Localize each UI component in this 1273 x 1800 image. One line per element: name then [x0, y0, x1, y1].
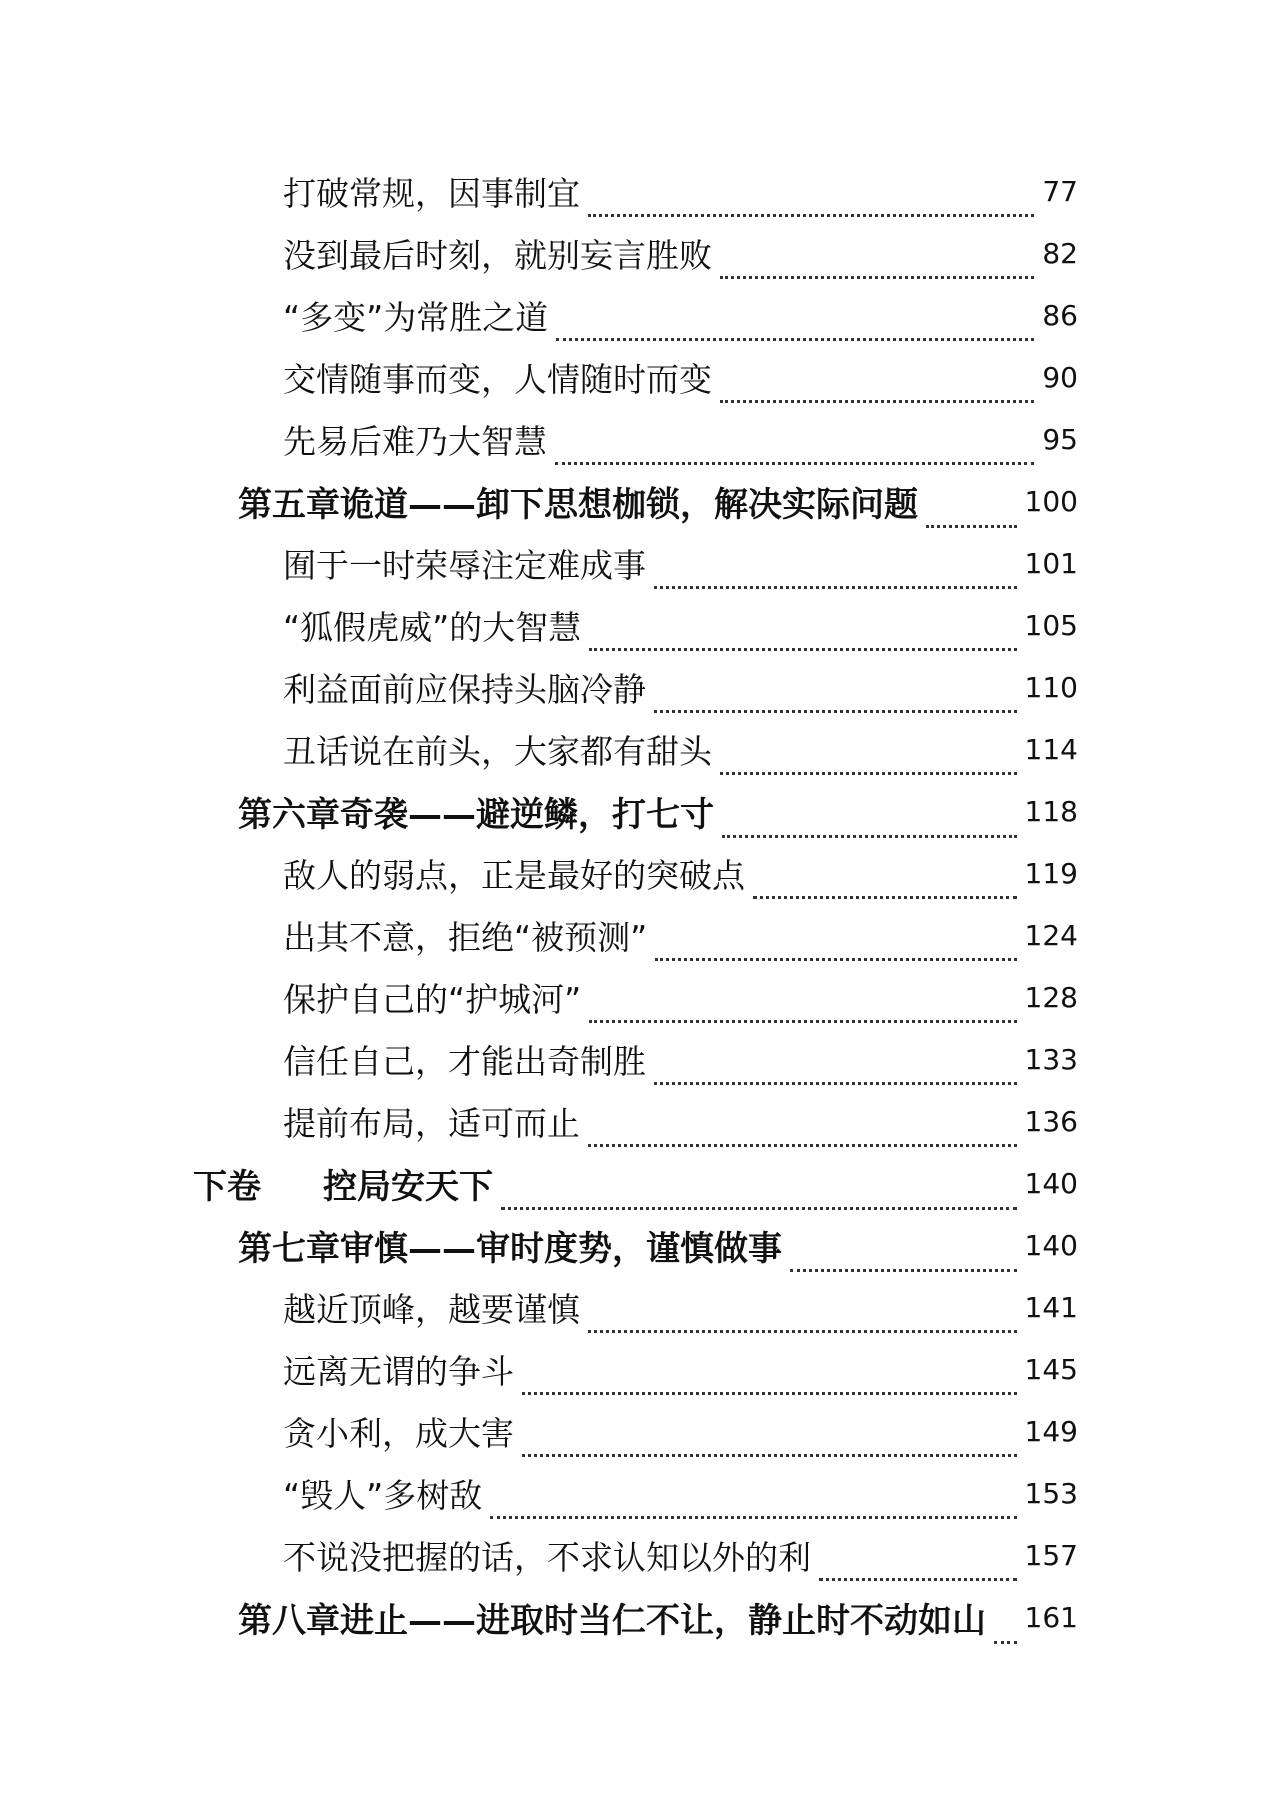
toc-entry-page: 133: [1024, 1042, 1078, 1076]
toc-entry-title: 信任自己，才能出奇制胜: [283, 1041, 646, 1081]
toc-entry-page: 77: [1042, 174, 1078, 208]
toc-entry-title: 没到最后时刻，就别妄言胜败: [283, 235, 712, 275]
toc-entry[interactable]: [0, 346, 1273, 408]
toc-entry[interactable]: [0, 160, 1273, 222]
toc-entry[interactable]: [0, 532, 1273, 594]
toc-volume-name: 控局安天下: [323, 1166, 493, 1207]
toc-entry[interactable]: [0, 718, 1273, 780]
toc-entry[interactable]: [0, 408, 1273, 470]
dot-leader: [720, 367, 1034, 403]
toc-entry-title: 打破常规，因事制宜: [283, 173, 580, 213]
dot-leader: [926, 491, 1017, 528]
toc-entry-page: 124: [1024, 918, 1078, 952]
dot-leader: [588, 181, 1034, 217]
toc-entry-title: 保护自己的“护城河”: [283, 979, 582, 1019]
toc-entry-page: 119: [1024, 856, 1078, 890]
toc-entry-page: 153: [1024, 1476, 1078, 1510]
toc-entry[interactable]: [0, 1524, 1273, 1586]
toc-entry-page: 149: [1024, 1414, 1078, 1448]
toc-entry-page: 95: [1042, 422, 1078, 456]
toc-entry[interactable]: [0, 284, 1273, 346]
toc-chapter-title: 第五章诡道——卸下思想枷锁，解决实际问题: [238, 484, 918, 525]
toc-entry[interactable]: [0, 1028, 1273, 1090]
toc-entry-title: “多变”为常胜之道: [283, 297, 549, 337]
toc-entry-page: 114: [1024, 732, 1078, 766]
dot-leader: [588, 1111, 1017, 1147]
dot-leader: [654, 553, 1017, 589]
dot-leader: [655, 925, 1016, 961]
dot-leader: [720, 739, 1017, 775]
toc-entry[interactable]: [0, 842, 1273, 904]
toc-entry-title: 先易后难乃大智慧: [283, 421, 547, 461]
table-of-contents: [0, 160, 1273, 1648]
toc-entry[interactable]: [0, 966, 1273, 1028]
dot-leader: [501, 1173, 1017, 1210]
dot-leader: [522, 1359, 1017, 1395]
dot-leader: [753, 863, 1017, 899]
dot-leader: [522, 1421, 1017, 1457]
toc-entry-title: 利益面前应保持头脑冷静: [283, 669, 646, 709]
toc-entry-title: 贪小利，成大害: [283, 1413, 514, 1453]
toc-chapter-entry[interactable]: [0, 470, 1273, 532]
dot-leader: [654, 1049, 1017, 1085]
toc-entry-page: 100: [1024, 484, 1078, 518]
toc-entry-page: 86: [1042, 298, 1078, 332]
toc-entry[interactable]: [0, 222, 1273, 284]
toc-entry-title: 提前布局，适可而止: [283, 1103, 580, 1143]
dot-leader: [994, 1607, 1017, 1644]
toc-entry-title: 交情随事而变，人情随时而变: [283, 359, 712, 399]
toc-entry-page: 82: [1042, 236, 1078, 270]
toc-entry-title: 丑话说在前头，大家都有甜头: [283, 731, 712, 771]
dot-leader: [588, 1297, 1017, 1333]
toc-chapter-title: 第六章奇袭——避逆鳞，打七寸: [238, 794, 714, 835]
dot-leader: [589, 987, 1016, 1023]
toc-entry-title: 远离无谓的争斗: [283, 1351, 514, 1391]
toc-entry-title: 越近顶峰，越要谨慎: [283, 1289, 580, 1329]
toc-entry-title: “毁人”多树敌: [283, 1475, 483, 1515]
toc-entry-page: 157: [1024, 1538, 1078, 1572]
dot-leader: [819, 1545, 1017, 1581]
toc-volume-entry[interactable]: [0, 1152, 1273, 1214]
dot-leader: [556, 305, 1034, 341]
dot-leader: [589, 615, 1016, 651]
toc-entry-page: 101: [1024, 546, 1078, 580]
toc-entry-page: 140: [1024, 1166, 1078, 1200]
dot-leader: [720, 243, 1034, 279]
toc-entry-title: “狐假虎威”的大智慧: [283, 607, 582, 647]
toc-entry-page: 145: [1024, 1352, 1078, 1386]
toc-entry-page: 136: [1024, 1104, 1078, 1138]
toc-entry[interactable]: [0, 1090, 1273, 1152]
toc-entry[interactable]: [0, 1276, 1273, 1338]
toc-chapter-entry[interactable]: [0, 1214, 1273, 1276]
dot-leader: [555, 429, 1034, 465]
toc-chapter-title: 第八章进止——进取时当仁不让，静止时不动如山: [238, 1600, 986, 1641]
dot-leader: [490, 1483, 1016, 1519]
toc-entry-page: 118: [1024, 794, 1078, 828]
toc-entry[interactable]: [0, 904, 1273, 966]
toc-chapter-entry[interactable]: [0, 1586, 1273, 1648]
toc-entry-page: 161: [1024, 1600, 1078, 1634]
toc-chapter-title: 第七章审慎——审时度势，谨慎做事: [238, 1228, 782, 1269]
toc-entry-page: 128: [1024, 980, 1078, 1014]
toc-entry-title: 囿于一时荣辱注定难成事: [283, 545, 646, 585]
toc-entry-page: 105: [1024, 608, 1078, 642]
toc-volume-label: 下卷: [193, 1166, 261, 1207]
toc-entry-page: 141: [1024, 1290, 1078, 1324]
toc-entry-title: 敌人的弱点，正是最好的突破点: [283, 855, 745, 895]
toc-entry-title: 不说没把握的话，不求认知以外的利: [283, 1537, 811, 1577]
toc-entry-page: 90: [1042, 360, 1078, 394]
dot-leader: [722, 801, 1017, 838]
toc-entry[interactable]: [0, 656, 1273, 718]
toc-entry-title: 出其不意，拒绝“被预测”: [283, 917, 648, 957]
toc-entry-page: 140: [1024, 1228, 1078, 1262]
dot-leader: [790, 1235, 1017, 1272]
toc-entry[interactable]: [0, 1338, 1273, 1400]
toc-entry[interactable]: [0, 594, 1273, 656]
toc-chapter-entry[interactable]: [0, 780, 1273, 842]
toc-entry[interactable]: [0, 1462, 1273, 1524]
toc-entry-page: 110: [1024, 670, 1078, 704]
dot-leader: [654, 677, 1017, 713]
toc-entry[interactable]: [0, 1400, 1273, 1462]
toc-volume-title: [193, 1159, 493, 1208]
